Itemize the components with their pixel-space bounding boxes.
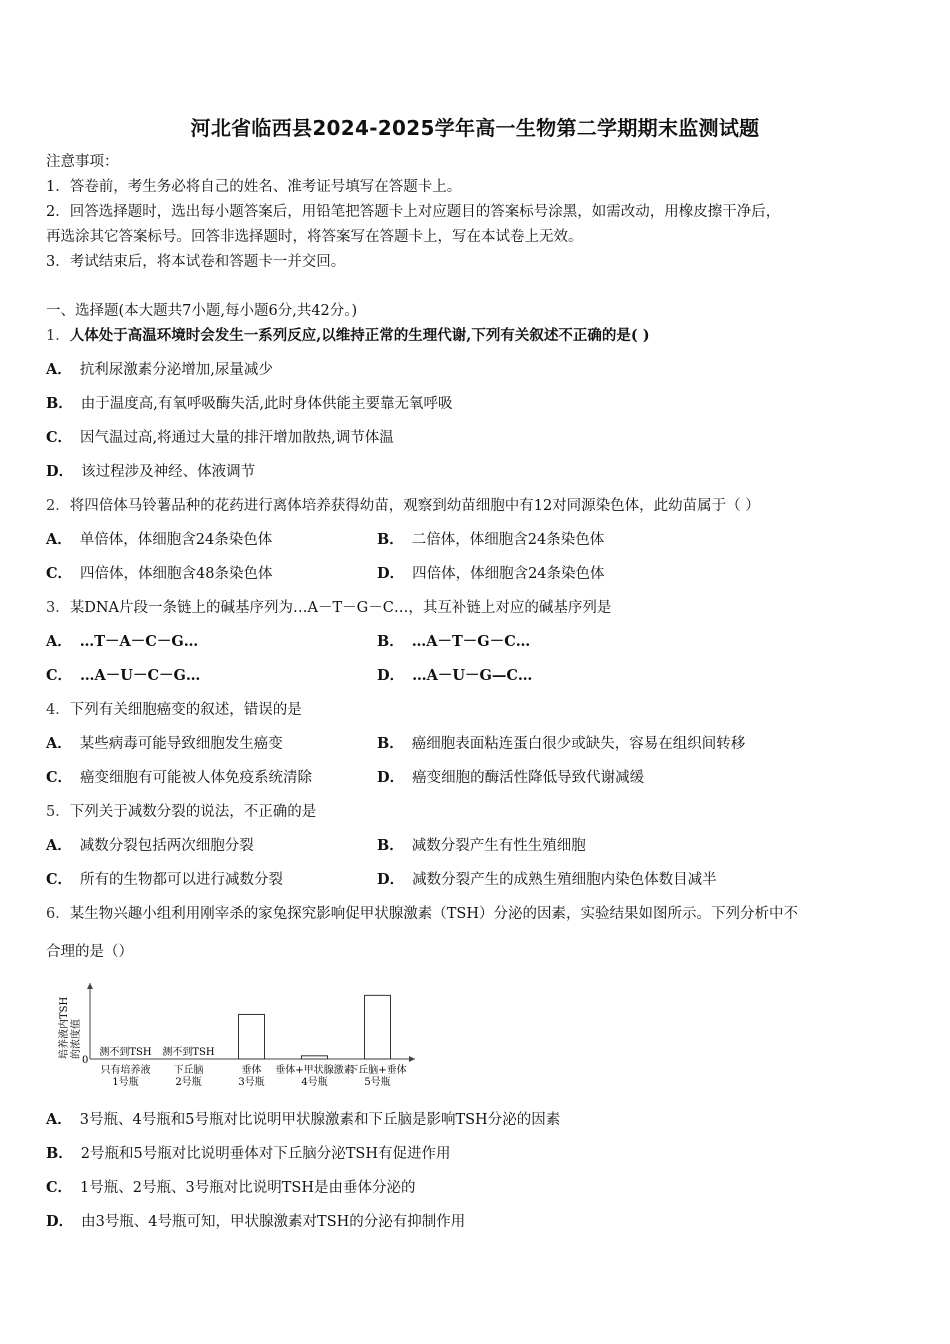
- notice-item: 2．回答选择题时，选出每小题答案后，用铅笔把答题卡上对应题目的答案标号涂黑，如需改动，用橡皮擦干净后，: [46, 204, 781, 220]
- option-text: 3号瓶、4号瓶和5号瓶对比说明甲状腺激素和下丘脑是影响TSH分泌的因素: [79, 1112, 561, 1128]
- option-text: 2号瓶和5号瓶对比说明垂体对下丘脑分泌TSH有促进作用: [80, 1146, 451, 1162]
- question-number: 3．: [46, 600, 70, 616]
- x-tick-bottle: 3号瓶: [238, 1077, 265, 1088]
- option-label: A．: [46, 1111, 72, 1128]
- x-tick-bottle: 1号瓶: [112, 1077, 139, 1088]
- tsh-bar-chart: [55, 975, 435, 1095]
- option-text: …T－A－C－G…: [79, 633, 199, 650]
- option-text: 某些病毒可能导致细胞发生癌变: [79, 736, 283, 752]
- question-number: 1．: [46, 328, 70, 344]
- option-label: A．: [46, 361, 72, 378]
- y-axis-arrow: [87, 983, 93, 989]
- bar: [239, 1014, 265, 1059]
- option-label: D．: [377, 769, 405, 786]
- option-text: 因气温过高,将通过大量的排汗增加散热,调节体温: [80, 430, 394, 446]
- option-text: 二倍体，体细胞含24条染色体: [411, 532, 605, 548]
- option-d[interactable]: [46, 1212, 465, 1232]
- option-b[interactable]: [377, 530, 604, 550]
- x-tick-bottle: 4号瓶: [301, 1077, 328, 1088]
- question-2: [46, 496, 760, 516]
- option-d[interactable]: [377, 870, 717, 890]
- question-stem: 某生物兴趣小组利用刚宰杀的家兔探究影响促甲状腺激素（TSH）分泌的因素，实验结果如图所示。下列分析中不: [69, 906, 798, 922]
- option-label: A．: [46, 735, 72, 752]
- option-text: 该过程涉及神经、体液调节: [81, 464, 256, 480]
- notice-heading: 注意事项：: [46, 154, 119, 170]
- option-d[interactable]: [377, 768, 644, 788]
- question-6: [46, 904, 798, 924]
- question-1: [46, 326, 650, 346]
- option-text: …A－U－C－G…: [80, 667, 201, 684]
- option-text: 癌变细胞的酶活性降低导致代谢减缓: [412, 770, 645, 786]
- option-c[interactable]: [46, 564, 273, 584]
- option-label: D．: [377, 667, 405, 684]
- option-a[interactable]: [46, 530, 272, 550]
- option-label: C．: [46, 769, 73, 786]
- option-text: 由于温度高,有氧呼吸酶失活,此时身体供能主要靠无氧呼吸: [80, 396, 453, 412]
- option-text: 四倍体，体细胞含24条染色体: [412, 566, 605, 582]
- option-c[interactable]: [46, 428, 394, 448]
- option-label: C．: [46, 565, 73, 582]
- option-text: 单倍体，体细胞含24条染色体: [79, 532, 273, 548]
- option-a[interactable]: [46, 734, 283, 754]
- option-text: 癌细胞表面粘连蛋白很少或缺失，容易在组织间转移: [411, 736, 746, 752]
- bar-note: 测不到TSH: [99, 1047, 152, 1058]
- option-a[interactable]: [46, 1110, 560, 1130]
- notice-item: 再选涂其它答案标号。回答非选择题时，将答案写在答题卡上，写在本试卷上无效。: [46, 229, 583, 245]
- question-number: 2．: [46, 498, 70, 514]
- bar: [365, 995, 391, 1059]
- option-label: D．: [46, 463, 74, 480]
- option-label: B．: [46, 1145, 73, 1162]
- x-tick-label: 垂体+甲状腺激素: [275, 1065, 354, 1076]
- option-d[interactable]: [46, 462, 255, 482]
- option-b[interactable]: [377, 836, 586, 856]
- question-stem-cont: 合理的是（）: [46, 944, 133, 960]
- option-a[interactable]: [46, 632, 198, 652]
- option-text: …A－T－G－C…: [411, 633, 531, 650]
- x-tick-bottle: 2号瓶: [175, 1077, 202, 1088]
- question-stem: 下列有关细胞癌变的叙述，错误的是: [69, 702, 302, 718]
- option-text: 由3号瓶、4号瓶可知，甲状腺激素对TSH的分泌有抑制作用: [81, 1214, 466, 1230]
- question-stem: 人体处于高温环境时会发生一系列反应,以维持正常的生理代谢,下列有关叙述不正确的是( ): [69, 327, 650, 344]
- notice-item: 3．考试结束后，将本试卷和答题卡一并交回。: [46, 254, 346, 270]
- question-3: [46, 598, 611, 618]
- option-label: B．: [377, 531, 404, 548]
- option-a[interactable]: [46, 836, 254, 856]
- option-label: B．: [46, 395, 73, 412]
- option-d[interactable]: [377, 564, 605, 584]
- option-label: C．: [46, 667, 73, 684]
- question-5: [46, 802, 316, 822]
- origin-label: 0: [82, 1055, 89, 1066]
- question-number: 6．: [46, 906, 70, 922]
- option-text: 1号瓶、2号瓶、3号瓶对比说明TSH是由垂体分泌的: [80, 1180, 416, 1196]
- y-axis-label: 培养液内TSH: [59, 996, 70, 1059]
- x-tick-label: 下丘脑+垂体: [348, 1065, 407, 1076]
- option-d[interactable]: [377, 666, 532, 686]
- option-c[interactable]: [46, 768, 312, 788]
- question-stem: 将四倍体马铃薯品种的花药进行离体培养获得幼苗，观察到幼苗细胞中有12对同源染色体，此幼苗属于（ ）: [69, 498, 760, 514]
- option-b[interactable]: [46, 394, 452, 414]
- option-label: B．: [377, 633, 404, 650]
- question-stem: 下列关于减数分裂的说法，不正确的是: [69, 804, 317, 820]
- option-label: D．: [377, 565, 405, 582]
- option-label: C．: [46, 1179, 73, 1196]
- y-axis-label: 的浓度值: [71, 1019, 82, 1059]
- option-text: 减数分裂产生的成熟生殖细胞内染色体数目减半: [412, 872, 717, 888]
- x-tick-label: 下丘脑: [173, 1065, 204, 1076]
- option-label: A．: [46, 837, 72, 854]
- option-label: C．: [46, 871, 73, 888]
- option-text: 癌变细胞有可能被人体免疫系统清除: [80, 770, 313, 786]
- option-text: 抗利尿激素分泌增加,尿量减少: [79, 362, 273, 378]
- x-axis-arrow: [409, 1056, 415, 1062]
- option-label: C．: [46, 429, 73, 446]
- bar-note: 测不到TSH: [162, 1047, 215, 1058]
- option-c[interactable]: [46, 666, 200, 686]
- option-a[interactable]: [46, 360, 273, 380]
- option-b[interactable]: [46, 1144, 450, 1164]
- option-c[interactable]: [46, 870, 283, 890]
- option-label: B．: [377, 735, 404, 752]
- option-label: A．: [46, 633, 72, 650]
- option-text: 所有的生物都可以进行减数分裂: [80, 872, 284, 888]
- option-label: D．: [377, 871, 405, 888]
- page-title: 河北省临西县2024-2025学年高一生物第二学期期末监测试题: [190, 116, 760, 140]
- option-text: 减数分裂包括两次细胞分裂: [79, 838, 254, 854]
- question-stem: 某DNA片段一条链上的碱基序列为…A－T－G－C…，其互补链上对应的碱基序列是: [69, 600, 612, 616]
- option-text: …A－U－G—C…: [412, 667, 533, 684]
- question-4: [46, 700, 302, 720]
- option-b[interactable]: [377, 734, 745, 754]
- question-number: 5．: [46, 804, 70, 820]
- option-b[interactable]: [377, 632, 530, 652]
- question-number: 4．: [46, 702, 70, 718]
- x-tick-label: 只有培养液: [100, 1065, 151, 1076]
- option-label: D．: [46, 1213, 74, 1230]
- option-text: 减数分裂产生有性生殖细胞: [411, 838, 586, 854]
- option-label: B．: [377, 837, 404, 854]
- x-tick-label: 垂体: [241, 1065, 262, 1076]
- bar: [302, 1056, 328, 1059]
- option-c[interactable]: [46, 1178, 415, 1198]
- x-tick-bottle: 5号瓶: [364, 1077, 391, 1088]
- section-heading: 一、选择题(本大题共7小题,每小题6分,共42分。): [46, 303, 358, 319]
- option-label: A．: [46, 531, 72, 548]
- option-text: 四倍体，体细胞含48条染色体: [80, 566, 273, 582]
- notice-item: 1．答卷前，考生务必将自己的姓名、准考证号填写在答题卡上。: [46, 179, 462, 195]
